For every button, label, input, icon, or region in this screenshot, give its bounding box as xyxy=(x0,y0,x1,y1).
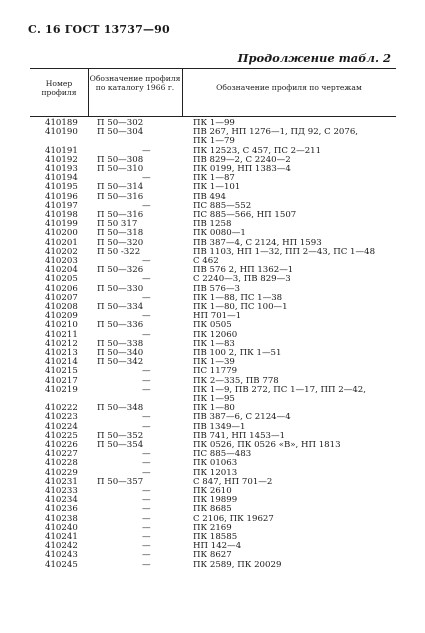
table-header-rule xyxy=(30,116,396,117)
drawing-designation: С 2240—3, ПВ 829—3 xyxy=(193,275,291,285)
catalog-designation: П 50—316 xyxy=(97,210,144,220)
catalog-designation: — xyxy=(142,375,151,386)
table-row xyxy=(30,202,396,211)
table-row xyxy=(30,432,396,441)
profile-number: 410225 xyxy=(45,430,78,441)
drawing-designation: ПК 19899 xyxy=(193,496,238,506)
table-row xyxy=(30,469,396,478)
drawing-designation: С 462 xyxy=(193,257,219,266)
table-row xyxy=(30,312,396,321)
catalog-designation: П 50—348 xyxy=(97,403,144,414)
drawing-designation: ПВ 576 2, НП 1362—1 xyxy=(193,266,294,276)
column-divider xyxy=(182,68,183,116)
catalog-designation: П 50—316 xyxy=(97,191,144,202)
table-row xyxy=(30,533,396,542)
catalog-designation: — xyxy=(142,486,151,496)
drawing-designation: ПК 0199, НП 1383—4 xyxy=(193,165,291,174)
drawing-designation: ПВ 387—6, С 2124—4 xyxy=(193,413,291,423)
catalog-designation: П 50—304 xyxy=(97,127,144,138)
table-row xyxy=(30,395,396,404)
table-row xyxy=(30,349,396,358)
profile-number: 410209 xyxy=(45,311,78,322)
drawing-designation: ПК 1—88, ПС 1—38 xyxy=(193,293,283,303)
table-row xyxy=(30,478,396,487)
profile-number: 410242 xyxy=(45,541,78,552)
table-row xyxy=(30,303,396,312)
profile-number: 410233 xyxy=(45,486,78,496)
catalog-designation: П 50—314 xyxy=(97,182,144,193)
catalog-designation: — xyxy=(142,458,151,469)
drawing-designation: ПК 1—83 xyxy=(193,339,235,349)
profile-number: 410207 xyxy=(45,292,78,303)
table-row xyxy=(30,413,396,422)
catalog-designation: — xyxy=(142,550,151,561)
drawing-designation: ПК 1—9, ПВ 272, ПС 1—17, ПП 2—42, xyxy=(193,385,366,395)
table-row xyxy=(30,459,396,468)
profile-number: 410201 xyxy=(45,237,78,248)
catalog-designation: — xyxy=(142,274,151,285)
table-row xyxy=(30,220,396,229)
table-row xyxy=(30,505,396,514)
catalog-designation: — xyxy=(142,504,151,515)
table-row xyxy=(30,496,396,505)
drawing-designation: НП 701—1 xyxy=(193,312,242,322)
drawing-designation: ПВ 1103, НП 1—32, ПП 2—43, ПС 1—48 xyxy=(193,247,376,257)
profile-number: 410223 xyxy=(45,412,78,423)
profile-number: 410245 xyxy=(45,559,78,570)
profile-number: 410215 xyxy=(45,366,78,377)
profile-number: 410191 xyxy=(45,145,78,156)
column-header-catalog: Обозначение профиля по каталогу 1966 г. xyxy=(89,74,181,92)
drawing-designation: ПК 8627 xyxy=(193,551,232,561)
profile-number: 410208 xyxy=(45,302,78,312)
table-row xyxy=(30,515,396,524)
table-row xyxy=(30,367,396,376)
profile-number: 410231 xyxy=(45,476,78,487)
table-row xyxy=(30,561,396,570)
table-row xyxy=(30,165,396,174)
drawing-designation: ПК 18585 xyxy=(193,533,238,542)
catalog-designation: — xyxy=(142,366,151,377)
drawing-designation: ПК 0526, ПК 0526 «В», НП 1813 xyxy=(193,441,341,450)
catalog-designation: П 50—334 xyxy=(97,302,144,312)
catalog-designation: — xyxy=(142,559,151,570)
drawing-designation: ПВ 1258 xyxy=(193,220,232,230)
profile-number: 410196 xyxy=(45,191,78,202)
drawing-designation: ПВ 576—3 xyxy=(193,284,241,294)
drawing-designation: ПК 1—79 xyxy=(193,137,235,147)
catalog-designation: — xyxy=(142,329,151,340)
profile-number: 410210 xyxy=(45,320,78,331)
catalog-designation: П 50—326 xyxy=(97,265,144,276)
profile-number: 410193 xyxy=(45,164,78,174)
profile-number: 410194 xyxy=(45,173,78,184)
drawing-designation: ПВ 267, НП 1276—1, ПД 92, С 2076, xyxy=(193,128,359,138)
table-row xyxy=(30,294,396,303)
drawing-designation: ПВ 100 2, ПК 1—51 xyxy=(193,349,282,358)
catalog-designation: — xyxy=(142,311,151,322)
profile-number: 410190 xyxy=(45,127,78,138)
profile-number: 410222 xyxy=(45,403,78,414)
drawing-designation: ПК 1—39 xyxy=(193,358,235,368)
page-reference: С. 16 ГОСТ 13737—90 xyxy=(28,23,170,36)
column-header-drawing: Обозначение профиля по чертежам xyxy=(216,83,362,92)
catalog-designation: — xyxy=(142,421,151,432)
drawing-designation: ПК 2589, ПК 20029 xyxy=(193,560,282,570)
drawing-designation: ПВ 829—2, С 2240—2 xyxy=(193,155,291,165)
profile-number: 410202 xyxy=(45,246,78,257)
drawing-designation: ПК 12013 xyxy=(193,468,238,478)
catalog-designation: П 50—320 xyxy=(97,237,144,248)
catalog-designation: — xyxy=(142,467,151,478)
drawing-designation: ПВ 494 xyxy=(193,192,226,202)
drawing-designation: ПК 01063 xyxy=(193,459,238,469)
table-row xyxy=(30,423,396,432)
catalog-designation: П 50—318 xyxy=(97,228,144,239)
catalog-designation: — xyxy=(142,532,151,542)
catalog-designation: — xyxy=(142,200,151,211)
profile-number: 410219 xyxy=(45,384,78,395)
drawing-designation: ПК 12060 xyxy=(193,330,238,340)
profile-number: 410214 xyxy=(45,357,78,368)
profile-number: 410227 xyxy=(45,449,78,460)
table-continuation-caption: Продолжение табл. 2 xyxy=(237,51,391,65)
profile-number: 410236 xyxy=(45,504,78,515)
table-row xyxy=(30,524,396,533)
catalog-designation: — xyxy=(142,292,151,303)
catalog-designation: — xyxy=(142,384,151,395)
drawing-designation: ПК 8685 xyxy=(193,505,232,515)
catalog-designation: П 50—330 xyxy=(97,283,144,294)
table-row xyxy=(30,174,396,183)
catalog-designation: — xyxy=(142,145,151,156)
catalog-designation: П 50—302 xyxy=(97,118,144,128)
profile-number: 410234 xyxy=(45,495,78,506)
drawing-designation: НП 142—4 xyxy=(193,542,242,552)
table-row xyxy=(30,266,396,275)
catalog-designation: — xyxy=(142,495,151,506)
catalog-designation: — xyxy=(142,522,151,533)
drawing-designation: ПК 2169 xyxy=(193,523,232,533)
profile-number: 410205 xyxy=(45,274,78,285)
catalog-designation: — xyxy=(142,412,151,423)
table-row xyxy=(30,358,396,367)
profile-number: 410206 xyxy=(45,283,78,294)
table-top-rule xyxy=(30,68,396,69)
profile-number: 410198 xyxy=(45,210,78,220)
profile-number: 410238 xyxy=(45,513,78,524)
profile-number: 410197 xyxy=(45,200,78,211)
profile-number: 410199 xyxy=(45,219,78,230)
profile-number: 410189 xyxy=(45,118,78,128)
catalog-designation: — xyxy=(142,449,151,460)
profile-number: 410226 xyxy=(45,440,78,450)
table-row xyxy=(30,137,396,146)
catalog-designation: П 50—308 xyxy=(97,154,144,165)
profile-number: 410241 xyxy=(45,532,78,542)
drawing-designation: ПС 885—552 xyxy=(193,201,252,211)
drawing-designation: ПК 1—80, ПС 100—1 xyxy=(193,303,288,312)
table-row xyxy=(30,285,396,294)
catalog-designation: П 50—340 xyxy=(97,348,144,358)
profile-number: 410213 xyxy=(45,348,78,358)
catalog-designation: П 50—354 xyxy=(97,440,144,450)
drawing-designation: ПС 11779 xyxy=(193,367,238,377)
table-row xyxy=(30,211,396,220)
catalog-designation: П 50—336 xyxy=(97,320,144,331)
profile-number: 410240 xyxy=(45,522,78,533)
column-header-number: Номер профиля xyxy=(41,79,77,97)
drawing-designation: ПВ 387—4, С 2124, НП 1593 xyxy=(193,238,322,248)
catalog-designation: П 50 317 xyxy=(97,219,138,230)
drawing-designation: ПВ 741, НП 1453—1 xyxy=(193,431,286,441)
drawing-designation: ПК 0080—1 xyxy=(193,229,246,239)
catalog-designation: — xyxy=(142,541,151,552)
catalog-designation: — xyxy=(142,256,151,266)
drawing-designation: С 847, НП 701—2 xyxy=(193,477,273,487)
table-row xyxy=(30,257,396,266)
drawing-designation: С 2106, ПК 19627 xyxy=(193,514,274,524)
catalog-designation: П 50 -322 xyxy=(97,246,141,257)
drawing-designation: ПВ 1349—1 xyxy=(193,422,246,432)
table-row xyxy=(30,239,396,248)
profile-number: 410204 xyxy=(45,265,78,276)
drawing-designation: ПК 0505 xyxy=(193,321,232,331)
catalog-designation: П 50—338 xyxy=(97,338,144,349)
table-row xyxy=(30,340,396,349)
catalog-designation: П 50—352 xyxy=(97,430,144,441)
catalog-designation: — xyxy=(142,513,151,524)
table-row xyxy=(30,450,396,459)
table-row xyxy=(30,331,396,340)
table-row xyxy=(30,377,396,386)
drawing-designation: ПК 1—101 xyxy=(193,183,241,193)
table-row xyxy=(30,404,396,413)
catalog-designation: П 50—342 xyxy=(97,357,144,368)
table-row xyxy=(30,542,396,551)
table-row xyxy=(30,441,396,450)
drawing-designation: ПК 1—99 xyxy=(193,119,235,128)
profile-number: 410200 xyxy=(45,228,78,239)
drawing-designation: ПС 885—483 xyxy=(193,450,252,460)
drawing-designation: ПС 885—566, НП 1507 xyxy=(193,211,297,220)
profile-number: 410224 xyxy=(45,421,78,432)
table-row xyxy=(30,147,396,156)
profile-number: 410228 xyxy=(45,458,78,469)
drawing-designation: ПК 1—87 xyxy=(193,174,235,184)
profile-number: 410212 xyxy=(45,338,78,349)
profile-number: 410192 xyxy=(45,154,78,165)
table-row xyxy=(30,386,396,395)
catalog-designation: — xyxy=(142,173,151,184)
table-row xyxy=(30,156,396,165)
profile-number: 410229 xyxy=(45,467,78,478)
table-row xyxy=(30,275,396,284)
table-row xyxy=(30,321,396,330)
profile-number: 410243 xyxy=(45,550,78,561)
drawing-designation: ПК 1—80 xyxy=(193,404,235,414)
catalog-designation: П 50—357 xyxy=(97,476,144,487)
drawing-designation: ПК 2—335, ПВ 778 xyxy=(193,376,279,386)
table-row xyxy=(30,119,396,128)
table-row xyxy=(30,183,396,192)
profile-number: 410195 xyxy=(45,182,78,193)
table-row xyxy=(30,487,396,496)
table-row xyxy=(30,193,396,202)
profile-number: 410211 xyxy=(45,329,78,340)
drawing-designation: ПК 1—95 xyxy=(193,395,235,404)
table-row xyxy=(30,551,396,560)
drawing-designation: ПК 12523, С 457, ПС 2—211 xyxy=(193,146,322,156)
table-row xyxy=(30,128,396,137)
profile-number: 410203 xyxy=(45,256,78,266)
catalog-designation: П 50—310 xyxy=(97,164,144,174)
drawing-designation: ПК 2610 xyxy=(193,487,232,496)
table-row xyxy=(30,248,396,257)
table-row xyxy=(30,229,396,238)
profile-number: 410217 xyxy=(45,375,78,386)
